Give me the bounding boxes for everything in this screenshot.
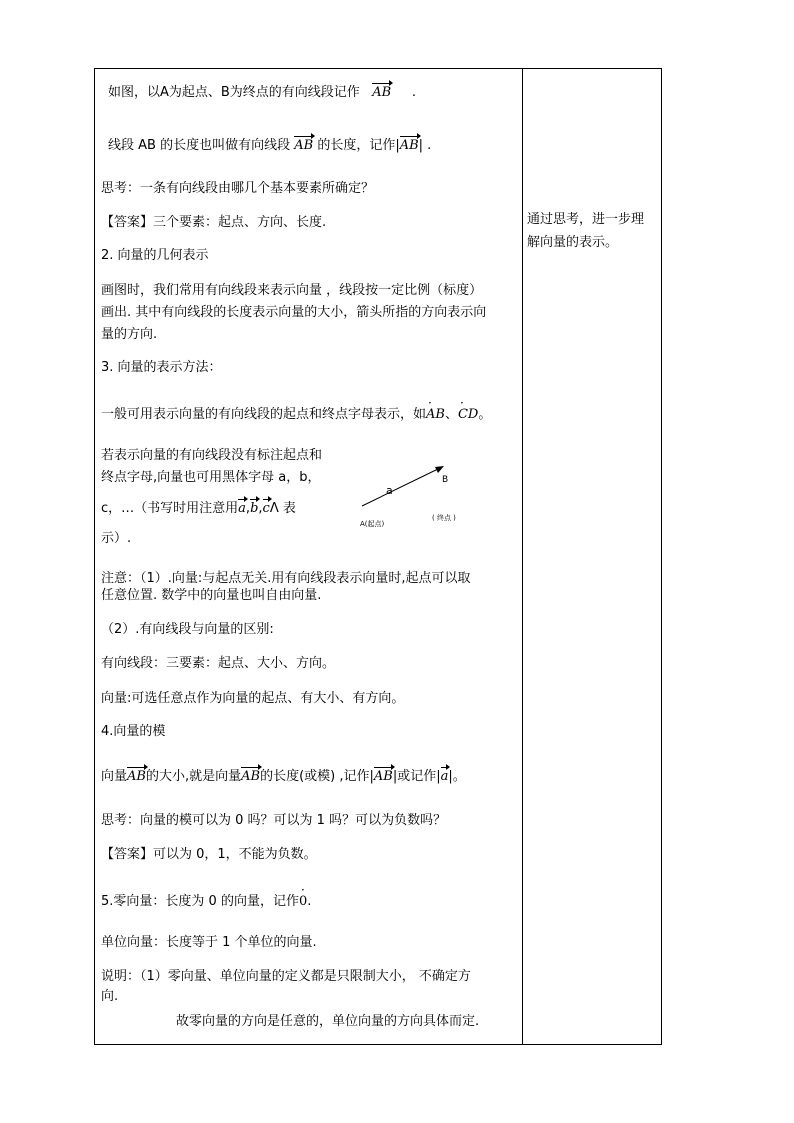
explain-line-2: 向. bbox=[101, 989, 119, 1004]
para-2-line-3: 量的方向. bbox=[101, 327, 158, 342]
vector-ab: · AB bbox=[426, 406, 445, 424]
vector-ab: AB bbox=[294, 138, 314, 153]
note-2: （2）.有向线段与向量的区别: bbox=[101, 622, 274, 637]
vector-ab: AB bbox=[372, 85, 392, 100]
label-b: B bbox=[442, 475, 449, 485]
vector-a: a bbox=[238, 501, 246, 516]
text: 。 bbox=[478, 407, 492, 422]
note-1-line-1: 注意：（1）.向量:与起点无关.用有向线段表示向量时,起点可以取 bbox=[101, 571, 471, 586]
vector-figure bbox=[358, 458, 488, 538]
vector-ab: AB bbox=[241, 769, 261, 784]
text: | . bbox=[418, 138, 432, 153]
explain-line-3: 故零向量的方向是任意的，单位向量的方向具体而定. bbox=[176, 1014, 480, 1029]
vector-ab: AB bbox=[399, 138, 419, 153]
para-4-line-2: 终点字母,向量也可用黑体字母 a，b， bbox=[101, 470, 321, 485]
para-2-line-2: 画出. 其中有向线段的长度表示向量的大小，箭头所指的方向表示向 bbox=[101, 305, 487, 320]
arrowhead-icon bbox=[435, 466, 444, 473]
line-ab-def bbox=[108, 84, 416, 102]
answer-1: 【答案】三个要素：起点、方向、长度. bbox=[101, 215, 327, 230]
text: 的长度(或模) ,记作| bbox=[260, 769, 374, 784]
heading-3: 3. 向量的表示方法： bbox=[101, 360, 222, 375]
vector-cd: · CD bbox=[458, 406, 478, 424]
text: 5.零向量：长度为 0 的向量，记作 bbox=[101, 894, 299, 909]
label-a: a bbox=[386, 484, 393, 497]
answer-2: 【答案】可以为 0，1，不能为负数。 bbox=[101, 847, 317, 862]
vector-ab: AB bbox=[127, 769, 146, 784]
directed-segment: 有向线段：三要素：起点、大小、方向。 bbox=[101, 656, 336, 671]
think-2: 思考：向量的模可以为 0 吗？可以为 1 吗？可以为负数吗？ bbox=[101, 813, 447, 828]
unit-vector: 单位向量：长度等于 1 个单位的向量. bbox=[101, 935, 317, 950]
vector-ab: AB bbox=[373, 769, 393, 784]
vector-line bbox=[362, 468, 440, 506]
column-divider bbox=[522, 69, 523, 1044]
heading-2: 2. 向量的几何表示 bbox=[101, 248, 209, 263]
text: 线段 AB 的长度也叫做有向线段 bbox=[108, 138, 291, 153]
text: 的大小,就是向量 bbox=[145, 769, 242, 784]
think-1: 思考：一条有向线段由哪几个基本要素所确定？ bbox=[101, 181, 375, 196]
text: , bbox=[258, 501, 263, 516]
label-start: A(起点) bbox=[360, 520, 385, 528]
para-2-line-1: 画图时，我们常用有向线段来表示向量 ，线段按一定比例（标度） bbox=[101, 283, 483, 298]
para-3 bbox=[101, 406, 491, 424]
side-note-line-1: 通过思考，进一步理 bbox=[527, 212, 645, 227]
note-1-line-2: 任意位置. 数学中的向量也叫自由向量. bbox=[101, 588, 322, 603]
text: |。 bbox=[448, 769, 466, 784]
text: 表 bbox=[278, 501, 296, 516]
para-4-line-3 bbox=[101, 500, 296, 518]
explain-line-1: 说明：（1）零向量、单位向量的定义都是只限制大小， 不确定方 bbox=[101, 969, 471, 984]
text: . bbox=[411, 85, 416, 100]
text: 如图，以A为起点、B为终点的有向线段记作 bbox=[108, 85, 360, 100]
para-4-line-1: 若表示向量的有向线段没有标注起点和 bbox=[101, 448, 323, 463]
line-ab-length bbox=[108, 137, 431, 155]
text: 、 bbox=[444, 407, 458, 422]
para-4-line-4: 示）. bbox=[101, 531, 132, 546]
text: 一般可用表示向量的有向线段的起点和终点字母表示，如 bbox=[101, 407, 427, 422]
side-note bbox=[527, 208, 652, 254]
vector-definition: 向量:可选任意点作为向量的起点、有大小、有方向。 bbox=[101, 691, 405, 706]
heading-4: 4.向量的模 bbox=[101, 724, 166, 739]
text: |或记作| bbox=[392, 769, 441, 784]
text: 向量 bbox=[101, 769, 128, 784]
vector-c: c bbox=[262, 501, 270, 516]
text: 的长度，记作| bbox=[317, 138, 400, 153]
text: , bbox=[245, 501, 251, 516]
para-modulus bbox=[101, 768, 466, 786]
vector-b: b bbox=[250, 501, 259, 516]
zero-vector: · 0 bbox=[299, 893, 307, 911]
side-note-line-2: 解向量的表示。 bbox=[527, 235, 619, 250]
text: c，…（书写时用注意用 bbox=[101, 501, 239, 516]
vector-a: a bbox=[440, 769, 449, 784]
text: Λ bbox=[269, 501, 279, 516]
label-end: ( 终点 ) bbox=[432, 514, 456, 522]
text: . bbox=[307, 894, 312, 909]
heading-5 bbox=[101, 893, 311, 911]
